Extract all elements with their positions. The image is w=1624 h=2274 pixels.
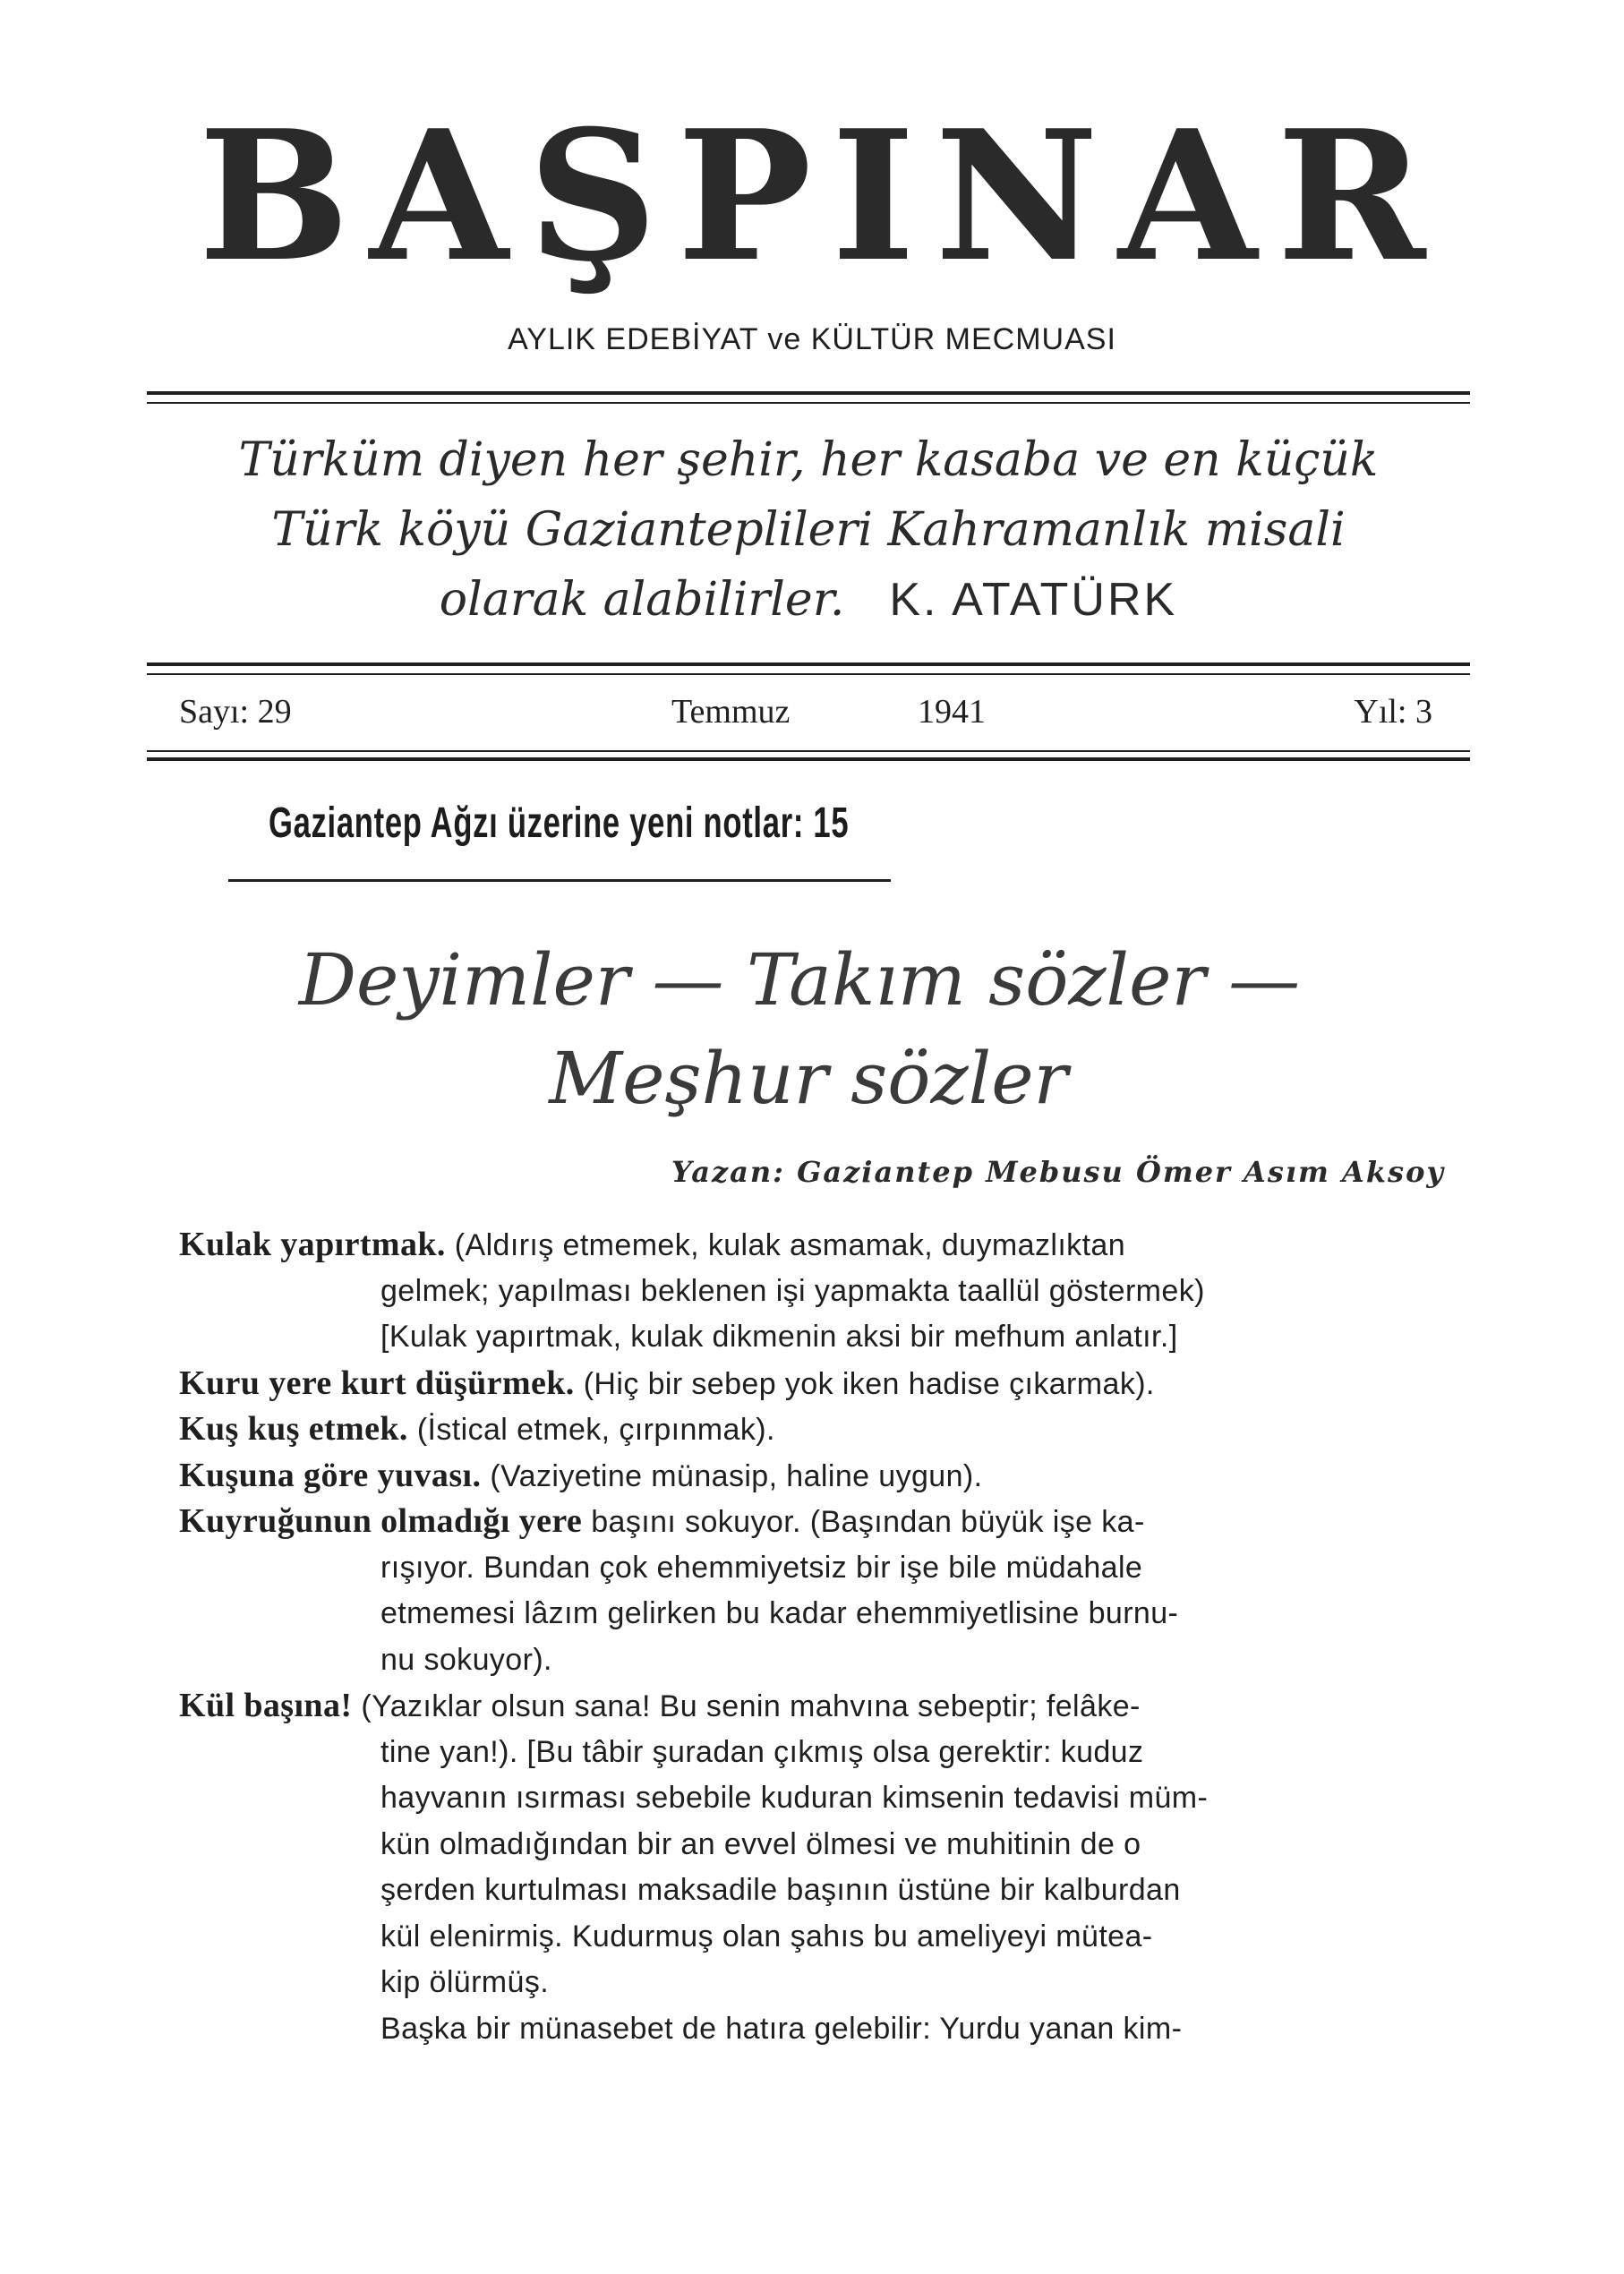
body-line — [179, 1406, 1432, 1453]
issue-number: Sayı: 29 — [179, 693, 292, 731]
body-line: Başka bir münasebet de hatıra gelebilir: Yurdu yanan kim- — [380, 2011, 1183, 2046]
entry-definition: (Aldırış etmemek, kulak asmamak, duymazlıktan — [454, 1228, 1126, 1262]
entry-definition: (Hiç bir sebep yok iken hadise çıkarmak). — [583, 1366, 1155, 1401]
article-title-line-1: Deyimler — Takım sözler — — [298, 938, 1301, 1022]
article-body — [179, 1222, 1432, 2052]
entry-term: Kuyruğunun olmadığı yere — [179, 1502, 583, 1540]
quote-line-1: Türküm diyen her şehir, her kasaba ve en küçük — [238, 433, 1379, 487]
article-title — [147, 931, 1470, 1128]
divider-bottom — [147, 750, 1470, 752]
issue-info — [179, 685, 1432, 739]
body-line — [179, 1222, 1432, 1269]
entry-definition: (İstical etmek, çırpınmak). — [416, 1413, 775, 1447]
entry-definition: başını sokuyor. (Başından büyük işe ka- — [591, 1505, 1145, 1539]
entry-term: Kuş kuş etmek. — [179, 1410, 408, 1448]
body-line: etmemesi lâzım gelirken bu kadar ehemmiyetlisine burnu- — [380, 1596, 1179, 1630]
divider-bottom-inner — [147, 757, 1470, 761]
quote-line-3 — [147, 565, 1470, 635]
body-line: [Kulak yapırtmak, kulak dikmenin aksi bir mefhum anlatır.] — [380, 1320, 1178, 1354]
entry-definition: (Yazıklar olsun sana! Bu senin mahvına sebeptir; felâke- — [361, 1689, 1141, 1723]
entry-term: Kül başına! — [179, 1687, 353, 1724]
divider-mid-inner — [147, 673, 1470, 675]
body-line — [179, 1361, 1432, 1407]
body-line: rışıyor. Bundan çok ehemmiyetsiz bir işe bile müdahale — [380, 1550, 1143, 1585]
magazine-subtitle: AYLIK EDEBİYAT ve KÜLTÜR MECMUASI — [508, 322, 1116, 356]
divider-top — [147, 391, 1470, 395]
body-line: kül elenirmiş. Kudurmuş olan şahıs bu ameliyeyi mütea- — [380, 1919, 1153, 1953]
issue-volume: Yıl: 3 — [1354, 693, 1432, 731]
entry-definition: (Vaziyetine münasip, haline uygun). — [490, 1458, 983, 1493]
body-line: şerden kurtulması maksadile başının üstüne bir kalburdan — [380, 1873, 1181, 1907]
masthead — [0, 91, 1624, 357]
article-title-line-2: Meşhur sözler — [549, 1037, 1068, 1120]
body-line — [179, 1453, 1432, 1500]
entry-term: Kulak yapırtmak. — [179, 1226, 446, 1263]
body-line: kip ölürmüş. — [380, 1965, 550, 1999]
body-line — [179, 1499, 1432, 1545]
ataturk-quote — [147, 425, 1470, 635]
divider-top-inner — [147, 402, 1470, 404]
quote-line-3-text: olarak alabilirler. — [439, 573, 845, 627]
quote-line-2: Türk köyü Gazianteplileri Kahramanlık misali — [271, 503, 1346, 557]
body-line: kün olmadığından bir an evvel ölmesi ve muhitinin de o — [380, 1826, 1141, 1861]
body-line — [179, 1683, 1432, 1730]
body-line: gelmek; yapılması beklenen işi yapmakta taallül göstermek) — [380, 1273, 1205, 1308]
series-underline — [228, 879, 891, 882]
divider-mid — [147, 663, 1470, 666]
issue-month: Temmuz — [671, 693, 791, 731]
body-line: tine yan!). [Bu tâbir şuradan çıkmış olsa gerektir: kuduz — [380, 1734, 1144, 1769]
body-line: nu sokuyor). — [380, 1642, 552, 1677]
body-line: hayvanın ısırması sebebile kuduran kimsenin tedavisi müm- — [380, 1781, 1209, 1815]
entry-term: Kuşuna göre yuvası. — [179, 1456, 482, 1494]
byline: Yazan: Gaziantep Mebusu Ömer Asım Aksoy — [671, 1155, 1445, 1189]
magazine-title: BAŞPINAR — [198, 91, 1446, 302]
issue-year: 1941 — [918, 693, 986, 731]
series-heading: Gaziantep Ağzı üzerine yeni notlar: 15 — [269, 799, 850, 847]
entry-term: Kuru yere kurt düşürmek. — [179, 1364, 575, 1402]
quote-author: K. ATATÜRK — [889, 574, 1178, 626]
